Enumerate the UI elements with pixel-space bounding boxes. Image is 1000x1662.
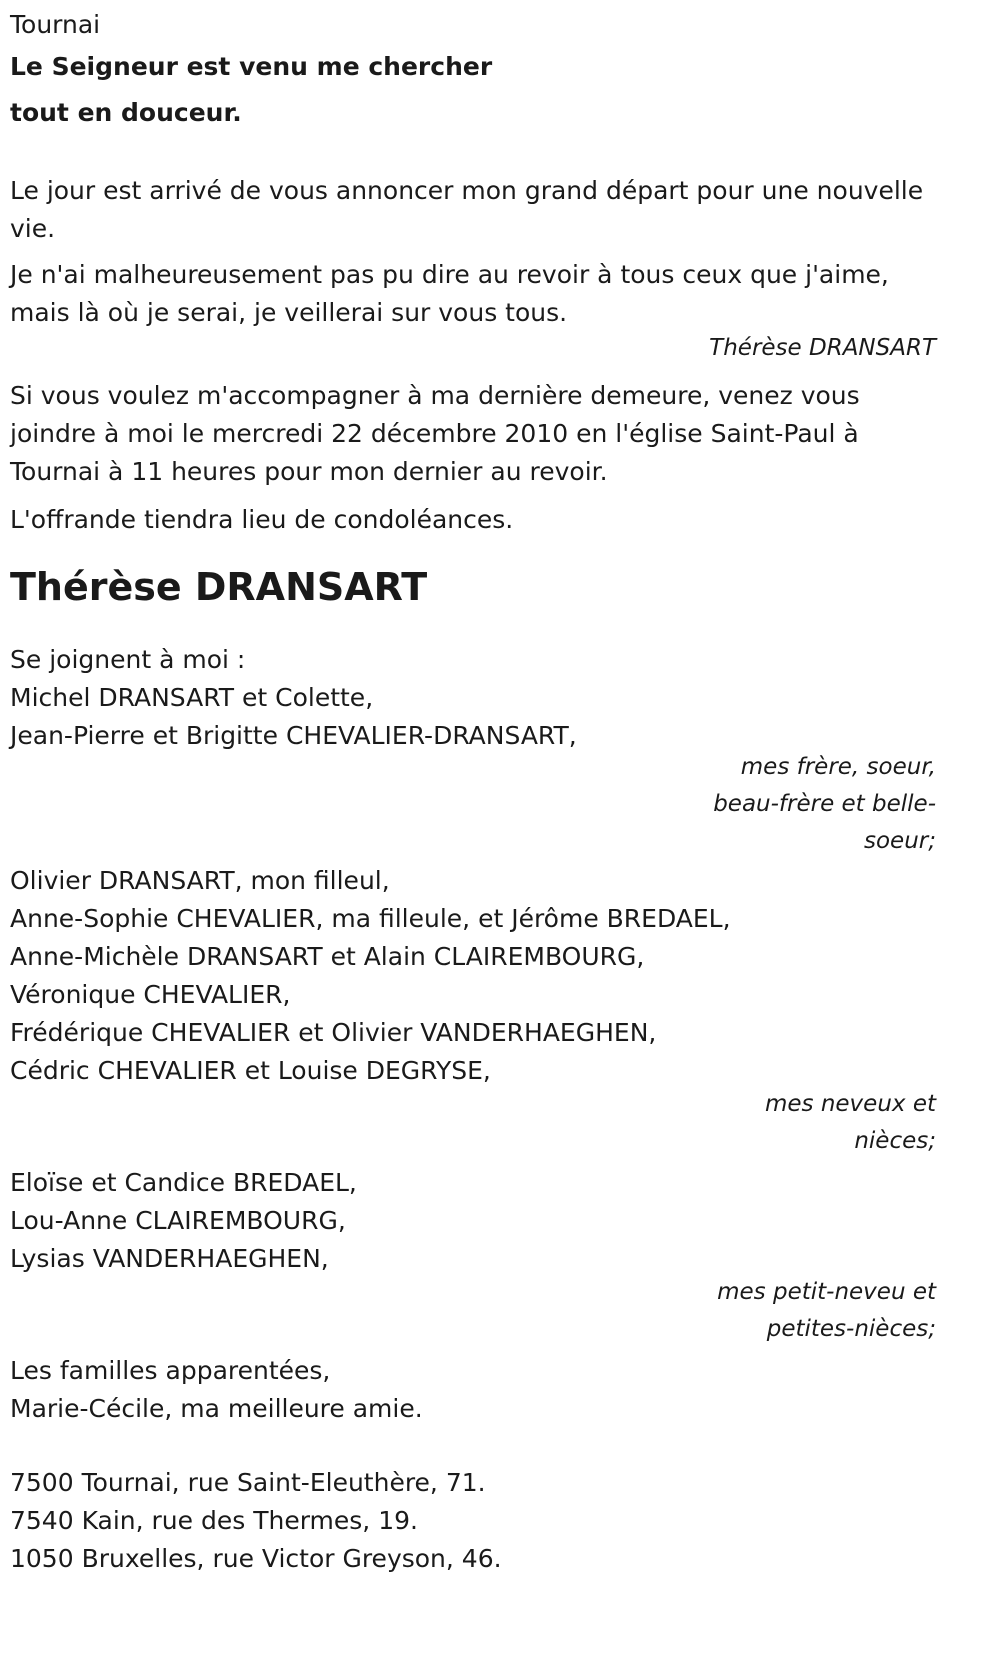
address-line: 7540 Kain, rue des Thermes, 19. xyxy=(10,1506,418,1535)
message-paragraph-4: L'offrande tiendra lieu de condoléances. xyxy=(10,505,514,534)
city-heading: Tournai xyxy=(10,10,101,39)
family-name: Lysias VANDERHAEGHEN, xyxy=(10,1244,329,1273)
relation-grand-nephews xyxy=(10,1274,936,1348)
family-name: Véronique CHEVALIER, xyxy=(10,980,291,1009)
motto-line-1: Le Seigneur est venu me chercher xyxy=(10,52,493,81)
relation-line: petites-nièces; xyxy=(766,1316,936,1342)
family-name: Eloïse et Candice BREDAEL, xyxy=(10,1168,357,1197)
family-intro: Se joignent à moi : xyxy=(10,645,246,674)
relation-line: mes neveux et xyxy=(764,1091,936,1117)
message-paragraph-3: Si vous voulez m'accompagner à ma dernière demeure, venez vous joindre à moi le mercredi 22 décembre 2010 en l'église Saint-Paul à Tournai à 11 heures pour mon dernier au revoir. xyxy=(10,381,860,486)
motto-line-2: tout en douceur. xyxy=(10,98,242,127)
family-name: Frédérique CHEVALIER et Olivier VANDERHAEGHEN, xyxy=(10,1018,657,1047)
family-name: Anne-Sophie CHEVALIER, ma filleule, et Jérôme BREDAEL, xyxy=(10,904,731,933)
address-line: 1050 Bruxelles, rue Victor Greyson, 46. xyxy=(10,1544,502,1573)
family-name: Marie-Cécile, ma meilleure amie. xyxy=(10,1394,423,1423)
family-name: Michel DRANSART et Colette, xyxy=(10,683,374,712)
relation-nephews-nieces xyxy=(10,1086,936,1160)
deceased-name: Thérèse DRANSART xyxy=(10,565,428,609)
family-name: Anne-Michèle DRANSART et Alain CLAIREMBOURG, xyxy=(10,942,645,971)
relation-line: mes frère, soeur, xyxy=(740,754,936,780)
family-name: Olivier DRANSART, mon filleul, xyxy=(10,866,390,895)
message-paragraph-1: Le jour est arrivé de vous annoncer mon grand départ pour une nouvelle vie. xyxy=(10,176,924,243)
relation-line: beau-frère et belle- xyxy=(713,791,936,817)
message-paragraph-2: Je n'ai malheureusement pas pu dire au revoir à tous ceux que j'aime, mais là où je serai, je veillerai sur vous tous. xyxy=(10,260,889,327)
relation-line: nièces; xyxy=(854,1128,936,1154)
family-name: Les familles apparentées, xyxy=(10,1356,331,1385)
relation-line: soeur; xyxy=(864,828,936,854)
address-line: 7500 Tournai, rue Saint-Eleuthère, 71. xyxy=(10,1468,486,1497)
family-name: Jean-Pierre et Brigitte CHEVALIER-DRANSART, xyxy=(10,721,577,750)
obituary-notice xyxy=(10,0,936,1578)
family-name: Cédric CHEVALIER et Louise DEGRYSE, xyxy=(10,1056,491,1085)
family-name: Lou-Anne CLAIREMBOURG, xyxy=(10,1206,346,1235)
relation-siblings xyxy=(10,749,936,860)
relation-line: mes petit-neveu et xyxy=(717,1279,936,1305)
signature: Thérèse DRANSART xyxy=(709,335,936,361)
